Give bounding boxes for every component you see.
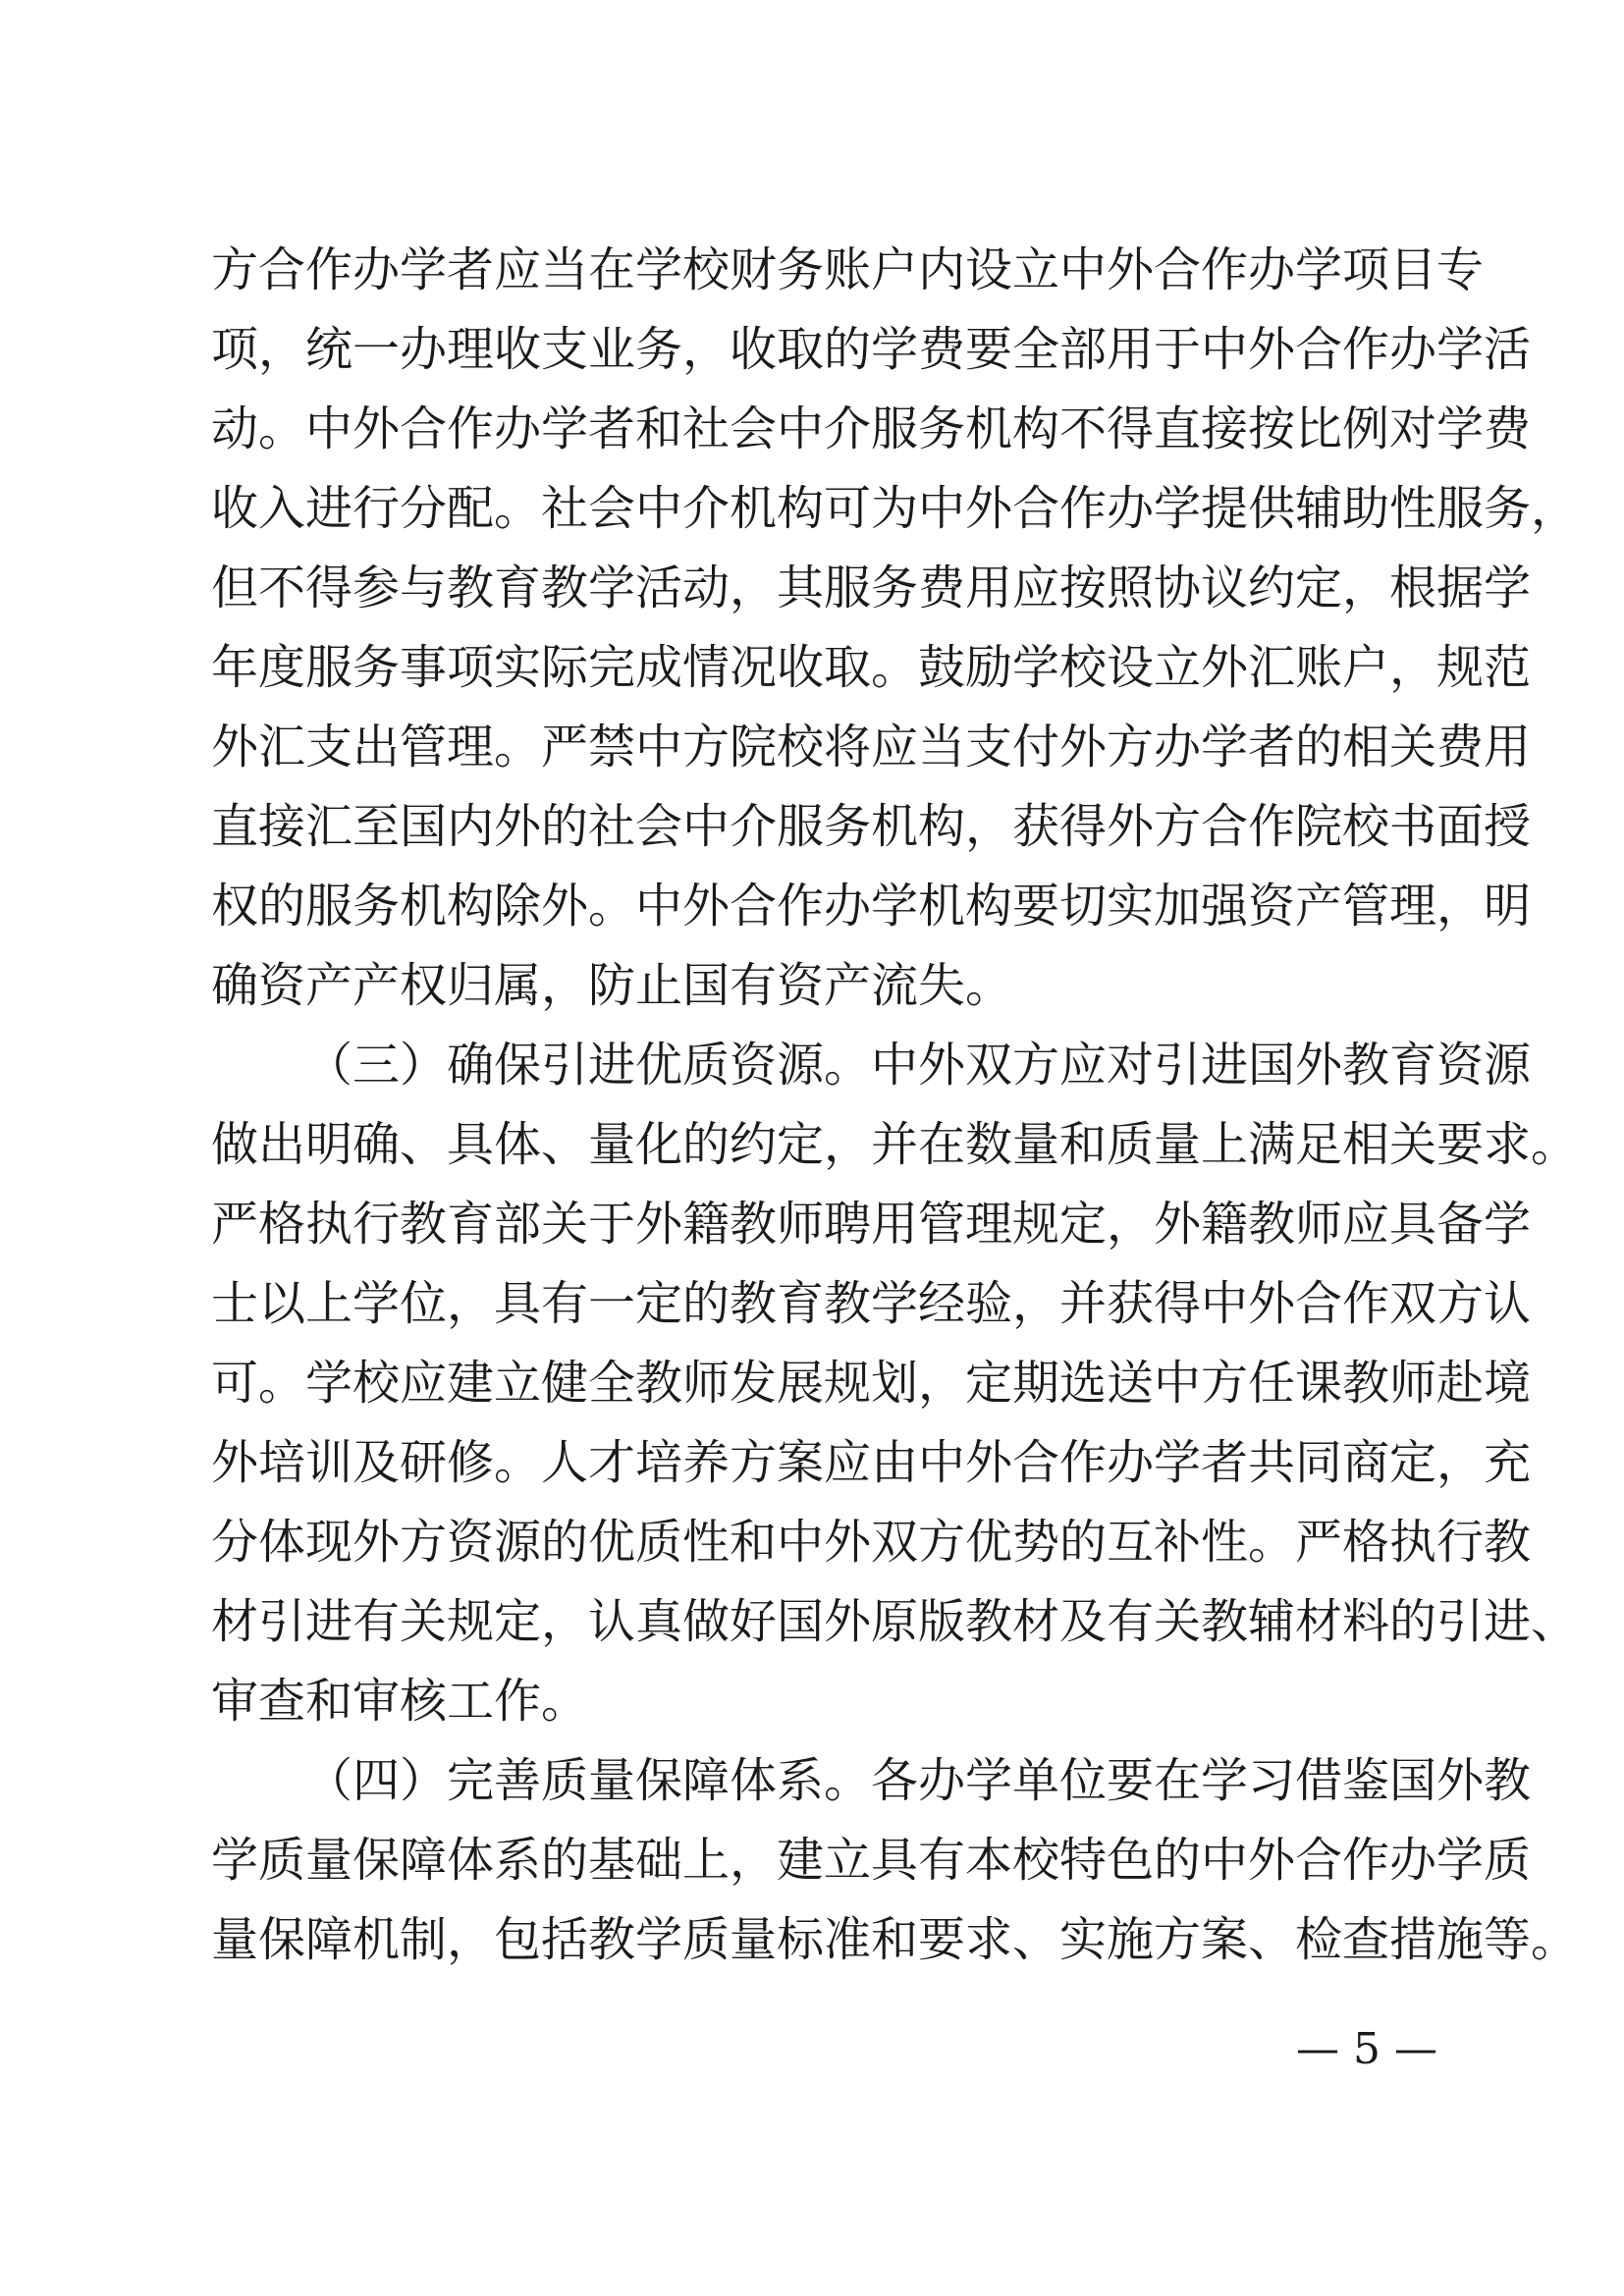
text-line: 但不得参与教育教学活动，其服务费用应按照协议约定，根据学 [211, 561, 1532, 615]
text-line: 士以上学位，具有一定的教育教学经验，并获得中外合作双方认 [211, 1276, 1532, 1331]
text-line: 权的服务机构除外。中外合作办学机构要切实加强资产管理，明 [211, 879, 1532, 934]
section-heading-line: （四）完善质量保障体系。各办学单位要在学习借鉴国外教 [305, 1753, 1532, 1808]
text-line: 可。学校应建立健全教师发展规划，定期选送中方任课教师赴境 [211, 1356, 1532, 1411]
text-line: 动。中外合作办学者和社会中介服务机构不得直接按比例对学费 [211, 401, 1532, 456]
text-line: 分体现外方资源的优质性和中外双方优势的互补性。严格执行教 [211, 1515, 1532, 1570]
page-number: — 5 — [1296, 2024, 1437, 2074]
text-line: 确资产产权归属，防止国有资产流失。 [211, 958, 1013, 1013]
text-line: 量保障机制，包括教学质量标准和要求、实施方案、检查措施等。 [211, 1912, 1579, 1967]
text-line: 做出明确、具体、量化的约定，并在数量和质量上满足相关要求。 [211, 1117, 1579, 1172]
text-line: 材引进有关规定，认真做好国外原版教材及有关教辅材料的引进、 [211, 1594, 1579, 1649]
text-line: 方合作办学者应当在学校财务账户内设立中外合作办学项目专 [211, 242, 1485, 297]
text-line: 严格执行教育部关于外籍教师聘用管理规定，外籍教师应具备学 [211, 1197, 1532, 1252]
text-line: 外培训及研修。人才培养方案应由中外合作办学者共同商定，充 [211, 1435, 1532, 1490]
text-line: 外汇支出管理。严禁中方院校将应当支付外方办学者的相关费用 [211, 720, 1532, 774]
text-line: 直接汇至国内外的社会中介服务机构，获得外方合作院校书面授 [211, 799, 1532, 854]
text-line: 学质量保障体系的基础上，建立具有本校特色的中外合作办学质 [211, 1833, 1532, 1888]
text-line: 年度服务事项实际完成情况收取。鼓励学校设立外汇账户，规范 [211, 640, 1532, 695]
text-line: 项，统一办理收支业务，收取的学费要全部用于中外合作办学活 [211, 322, 1532, 377]
text-line: 审查和审核工作。 [211, 1674, 589, 1729]
section-heading-line: （三）确保引进优质资源。中外双方应对引进国外教育资源 [305, 1038, 1532, 1093]
text-line: 收入进行分配。社会中介机构可为中外合作办学提供辅助性服务， [211, 481, 1579, 536]
